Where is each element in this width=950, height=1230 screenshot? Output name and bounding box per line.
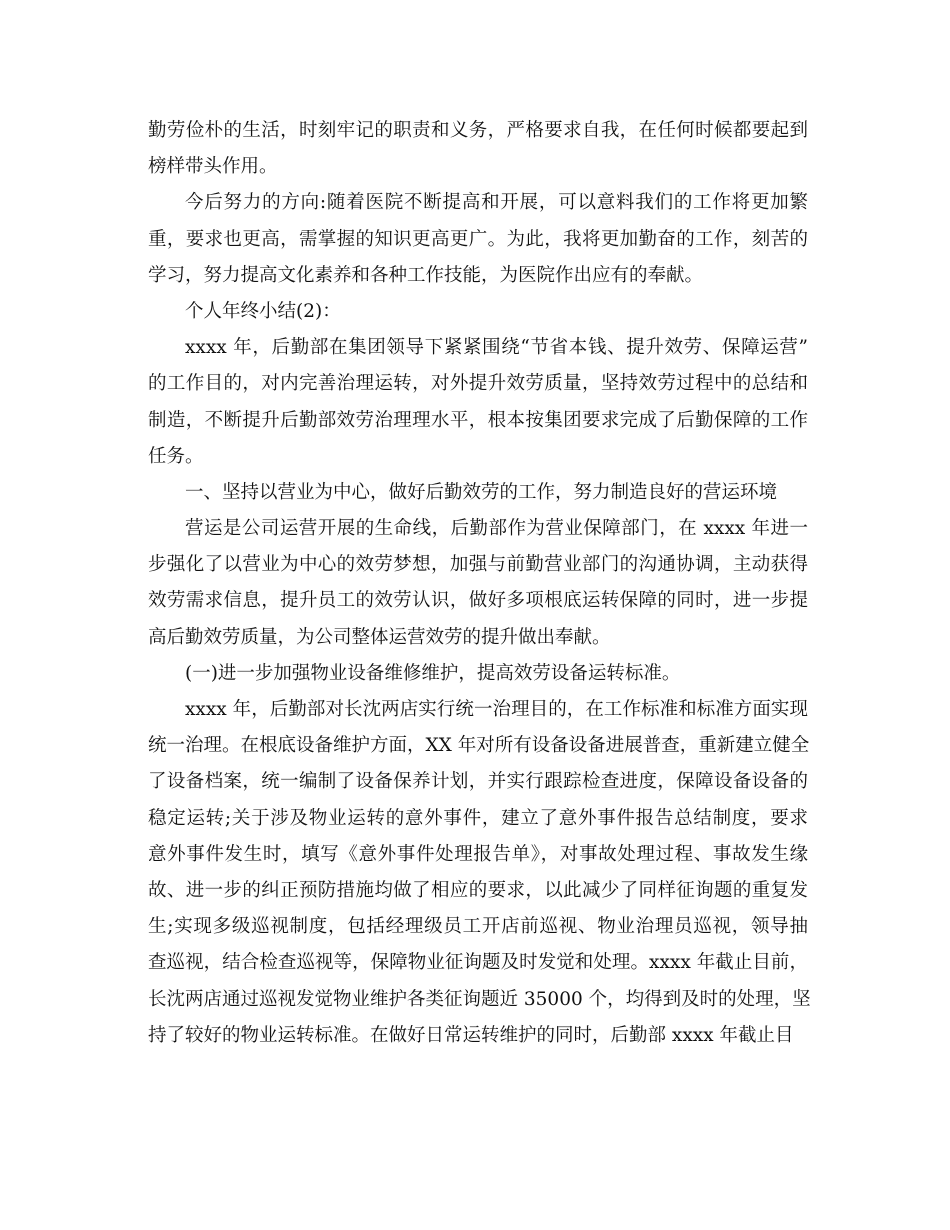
text-line: 学习，努力提高文化素养和各种工作技能，为医院作出应有的奉献。 (148, 264, 704, 286)
text-line: 效劳需求信息，提升员工的效劳认识，做好多项根底运转保障的同时，进一步提 (148, 590, 808, 612)
text-line: 营运是公司运营开展的生命线，后勤部作为营业保障部门，在 xxxx 年进一 (185, 518, 808, 540)
text-line: 一、坚持以营业为中心，做好后勤效劳的工作，努力制造良好的营运环境 (185, 481, 778, 503)
text-line: 榜样带头作用。 (148, 156, 278, 178)
text-line: (一)进一步加强物业设备维修维护，提高效劳设备运转标准。 (185, 662, 681, 684)
text-line: 任务。 (148, 445, 204, 467)
text-line: 生;实现多级巡视制度，包括经理级员工开店前巡视、物业治理员巡视，领导抽 (148, 916, 808, 938)
text-line: xxxx 年，后勤部对长沈两店实行统一治理目的，在工作标准和标准方面实现 (185, 699, 808, 720)
text-line: 了设备档案，统一编制了设备保养计划，并实行跟踪检查进度，保障设备设备的 (148, 771, 808, 793)
text-line: 统一治理。在根底设备维护方面，XX 年对所有设备设备进展普查，重新建立健全 (148, 735, 810, 757)
text-line: 步强化了以营业为中心的效劳梦想，加强与前勤营业部门的沟通协调，主动获得 (148, 554, 808, 576)
document-body (148, 113, 811, 1054)
text-line: 勤劳俭朴的生活，时刻牢记的职责和义务，严格要求自我，在任何时候都要起到 (148, 120, 808, 141)
text-line: xxxx 年，后勤部在集团领导下紧紧围绕“节省本钱、提升效劳、保障运营” (185, 337, 808, 359)
text-line: 持了较好的物业运转标准。在做好日常运转维护的同时，后勤部 xxxx 年截止目 (148, 1024, 794, 1046)
text-line: 高后勤效劳质量，为公司整体运营效劳的提升做出奉献。 (148, 626, 611, 648)
text-line: 查巡视，结合检查巡视等，保障物业征询题及时发觉和处理。xxxx 年截止目前， (148, 952, 808, 974)
text-line: 重，要求也更高，需掌握的知识更高更广。为此，我将更加勤奋的工作，刻苦的 (148, 228, 808, 250)
text-line: 今后努力的方向:随着医院不断提高和开展，可以意料我们的工作将更加繁 (185, 192, 808, 214)
text-line: 稳定运转;关于涉及物业运转的意外事件，建立了意外事件报告总结制度，要求 (148, 807, 808, 829)
text-line: 故、进一步的纠正预防措施均做了相应的要求，以此减少了同样征询题的重复发 (148, 879, 808, 901)
text-line: 制造，不断提升后勤部效劳治理理水平，根本按集团要求完成了后勤保障的工作 (148, 409, 808, 431)
text-line: 长沈两店通过巡视发觉物业维护各类征询题近 35000 个，均得到及时的处理，坚 (148, 988, 811, 1010)
text-line: 的工作目的，对内完善治理运转，对外提升效劳质量，坚持效劳过程中的总结和 (148, 373, 808, 395)
text-line: 个人年终小结(2)： (185, 300, 341, 322)
text-line: 意外事件发生时，填写《意外事件处理报告单》，对事故处理过程、事故发生缘 (148, 843, 808, 865)
